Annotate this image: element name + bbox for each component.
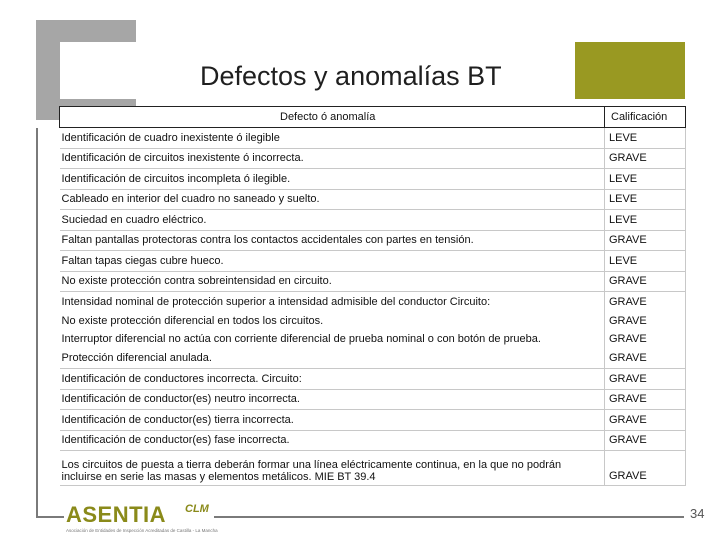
bottom-divider-left	[36, 516, 64, 518]
defect-text: Faltan tapas ciegas cubre hueco.	[61, 254, 224, 267]
rating-cell	[605, 451, 686, 486]
defect-cell	[60, 430, 605, 451]
defect-text: No existe protección diferencial en todos los circuitos.	[61, 314, 324, 327]
rating-cell	[605, 369, 686, 390]
defect-text: Interruptor diferencial no actúa con corriente diferencial de prueba nominal o con botón de prueba.	[61, 333, 541, 345]
defect-text: Identificación de conductor(es) tierra incorrecta.	[61, 413, 294, 426]
rating-cell	[605, 210, 686, 231]
defect-cell	[60, 251, 605, 272]
table-row	[60, 230, 686, 251]
rating-cell	[605, 271, 686, 292]
asentia-logo	[64, 500, 218, 536]
defect-text: Cableado en interior del cuadro no saneado y suelto.	[61, 193, 320, 206]
rating-text: GRAVE	[609, 434, 647, 447]
rating-text: LEVE	[609, 172, 638, 185]
rating-text: LEVE	[609, 213, 638, 226]
rating-text: GRAVE	[609, 296, 647, 308]
defect-cell	[60, 451, 605, 486]
rating-cell	[605, 148, 686, 169]
page-number: 34	[690, 506, 705, 521]
defect-cell	[60, 230, 605, 251]
table-row	[60, 210, 686, 231]
defect-cell	[60, 292, 605, 369]
defect-text: Identificación de cuadro inexistente ó ilegible	[61, 131, 280, 144]
rating-text: GRAVE	[609, 413, 647, 426]
defect-cell	[60, 271, 605, 292]
defect-text: Intensidad nominal de protección superior a intensidad admisible del conductor Circuito:	[61, 296, 491, 308]
rating-text: GRAVE	[609, 333, 647, 345]
defect-text: Identificación de conductores incorrecta. Circuito:	[61, 372, 302, 385]
defect-cell	[60, 369, 605, 390]
table-row	[60, 410, 686, 431]
rating-cell	[605, 430, 686, 451]
defect-text: Los circuitos de puesta a tierra deberán formar una línea eléctricamente continua, en la que no podrán	[61, 459, 562, 471]
defects-table-container	[59, 106, 685, 486]
defect-cell	[60, 169, 605, 190]
rating-text: GRAVE	[609, 152, 647, 165]
defect-cell	[60, 210, 605, 231]
logo-tagline: Asociación de Entidades de Inspección Acreditadas de Castilla - La Mancha	[66, 528, 218, 533]
rating-cell	[605, 128, 686, 149]
table-row	[60, 389, 686, 410]
table-row	[60, 128, 686, 149]
defect-text: Suciedad en cuadro eléctrico.	[61, 213, 207, 226]
defect-text: No existe protección contra sobreintensidad en circuito.	[61, 275, 332, 288]
defect-text: Identificación de circuitos incompleta ó ilegible.	[61, 172, 291, 185]
slide-title: Defectos y anomalías BT	[60, 42, 575, 99]
defect-text: Identificación de conductor(es) fase incorrecta.	[61, 434, 290, 447]
rating-text: LEVE	[609, 131, 638, 144]
header-rating: Calificación	[605, 107, 686, 128]
defect-text: incluirse en serie las masas y elementos metálicos. MIE BT 39.4	[61, 471, 376, 483]
table-row	[60, 451, 686, 486]
logo-suffix: CLM	[185, 503, 209, 515]
bottom-divider-right	[214, 516, 684, 518]
defect-text: Identificación de circuitos inexistente ó incorrecta.	[61, 152, 304, 165]
defect-text: Identificación de conductor(es) neutro incorrecta.	[61, 393, 300, 406]
rating-cell	[605, 189, 686, 210]
defects-table	[59, 106, 686, 486]
table-row	[60, 430, 686, 451]
rating-cell	[605, 251, 686, 272]
rating-text: GRAVE	[609, 372, 647, 385]
rating-cell	[605, 389, 686, 410]
defect-cell	[60, 128, 605, 149]
rating-text: GRAVE	[609, 393, 647, 406]
rating-cell	[605, 230, 686, 251]
logo-name: ASENTIA	[66, 502, 167, 527]
table-header-row	[60, 107, 686, 128]
defect-text: Faltan pantallas protectoras contra los contactos accidentales con partes en tensión.	[61, 234, 474, 247]
rating-text: GRAVE	[609, 234, 647, 247]
rating-text: GRAVE	[609, 275, 647, 288]
rating-cell	[605, 410, 686, 431]
table-row	[60, 148, 686, 169]
table-row	[60, 271, 686, 292]
left-divider	[36, 128, 38, 516]
defect-cell	[60, 189, 605, 210]
defect-cell	[60, 148, 605, 169]
table-row	[60, 369, 686, 390]
header-defect: Defecto ó anomalía	[60, 107, 605, 128]
table-row	[60, 292, 686, 369]
rating-text: LEVE	[609, 254, 638, 267]
table-row	[60, 251, 686, 272]
table-row	[60, 189, 686, 210]
rating-text: GRAVE	[609, 314, 647, 327]
table-row	[60, 169, 686, 190]
defect-cell	[60, 389, 605, 410]
rating-text: GRAVE	[609, 351, 647, 364]
defect-cell	[60, 410, 605, 431]
rating-cell	[605, 169, 686, 190]
table-body	[60, 128, 686, 486]
rating-text: GRAVE	[609, 470, 647, 482]
rating-text: LEVE	[609, 193, 638, 206]
rating-cell	[605, 292, 686, 369]
defect-text: Protección diferencial anulada.	[61, 351, 212, 364]
